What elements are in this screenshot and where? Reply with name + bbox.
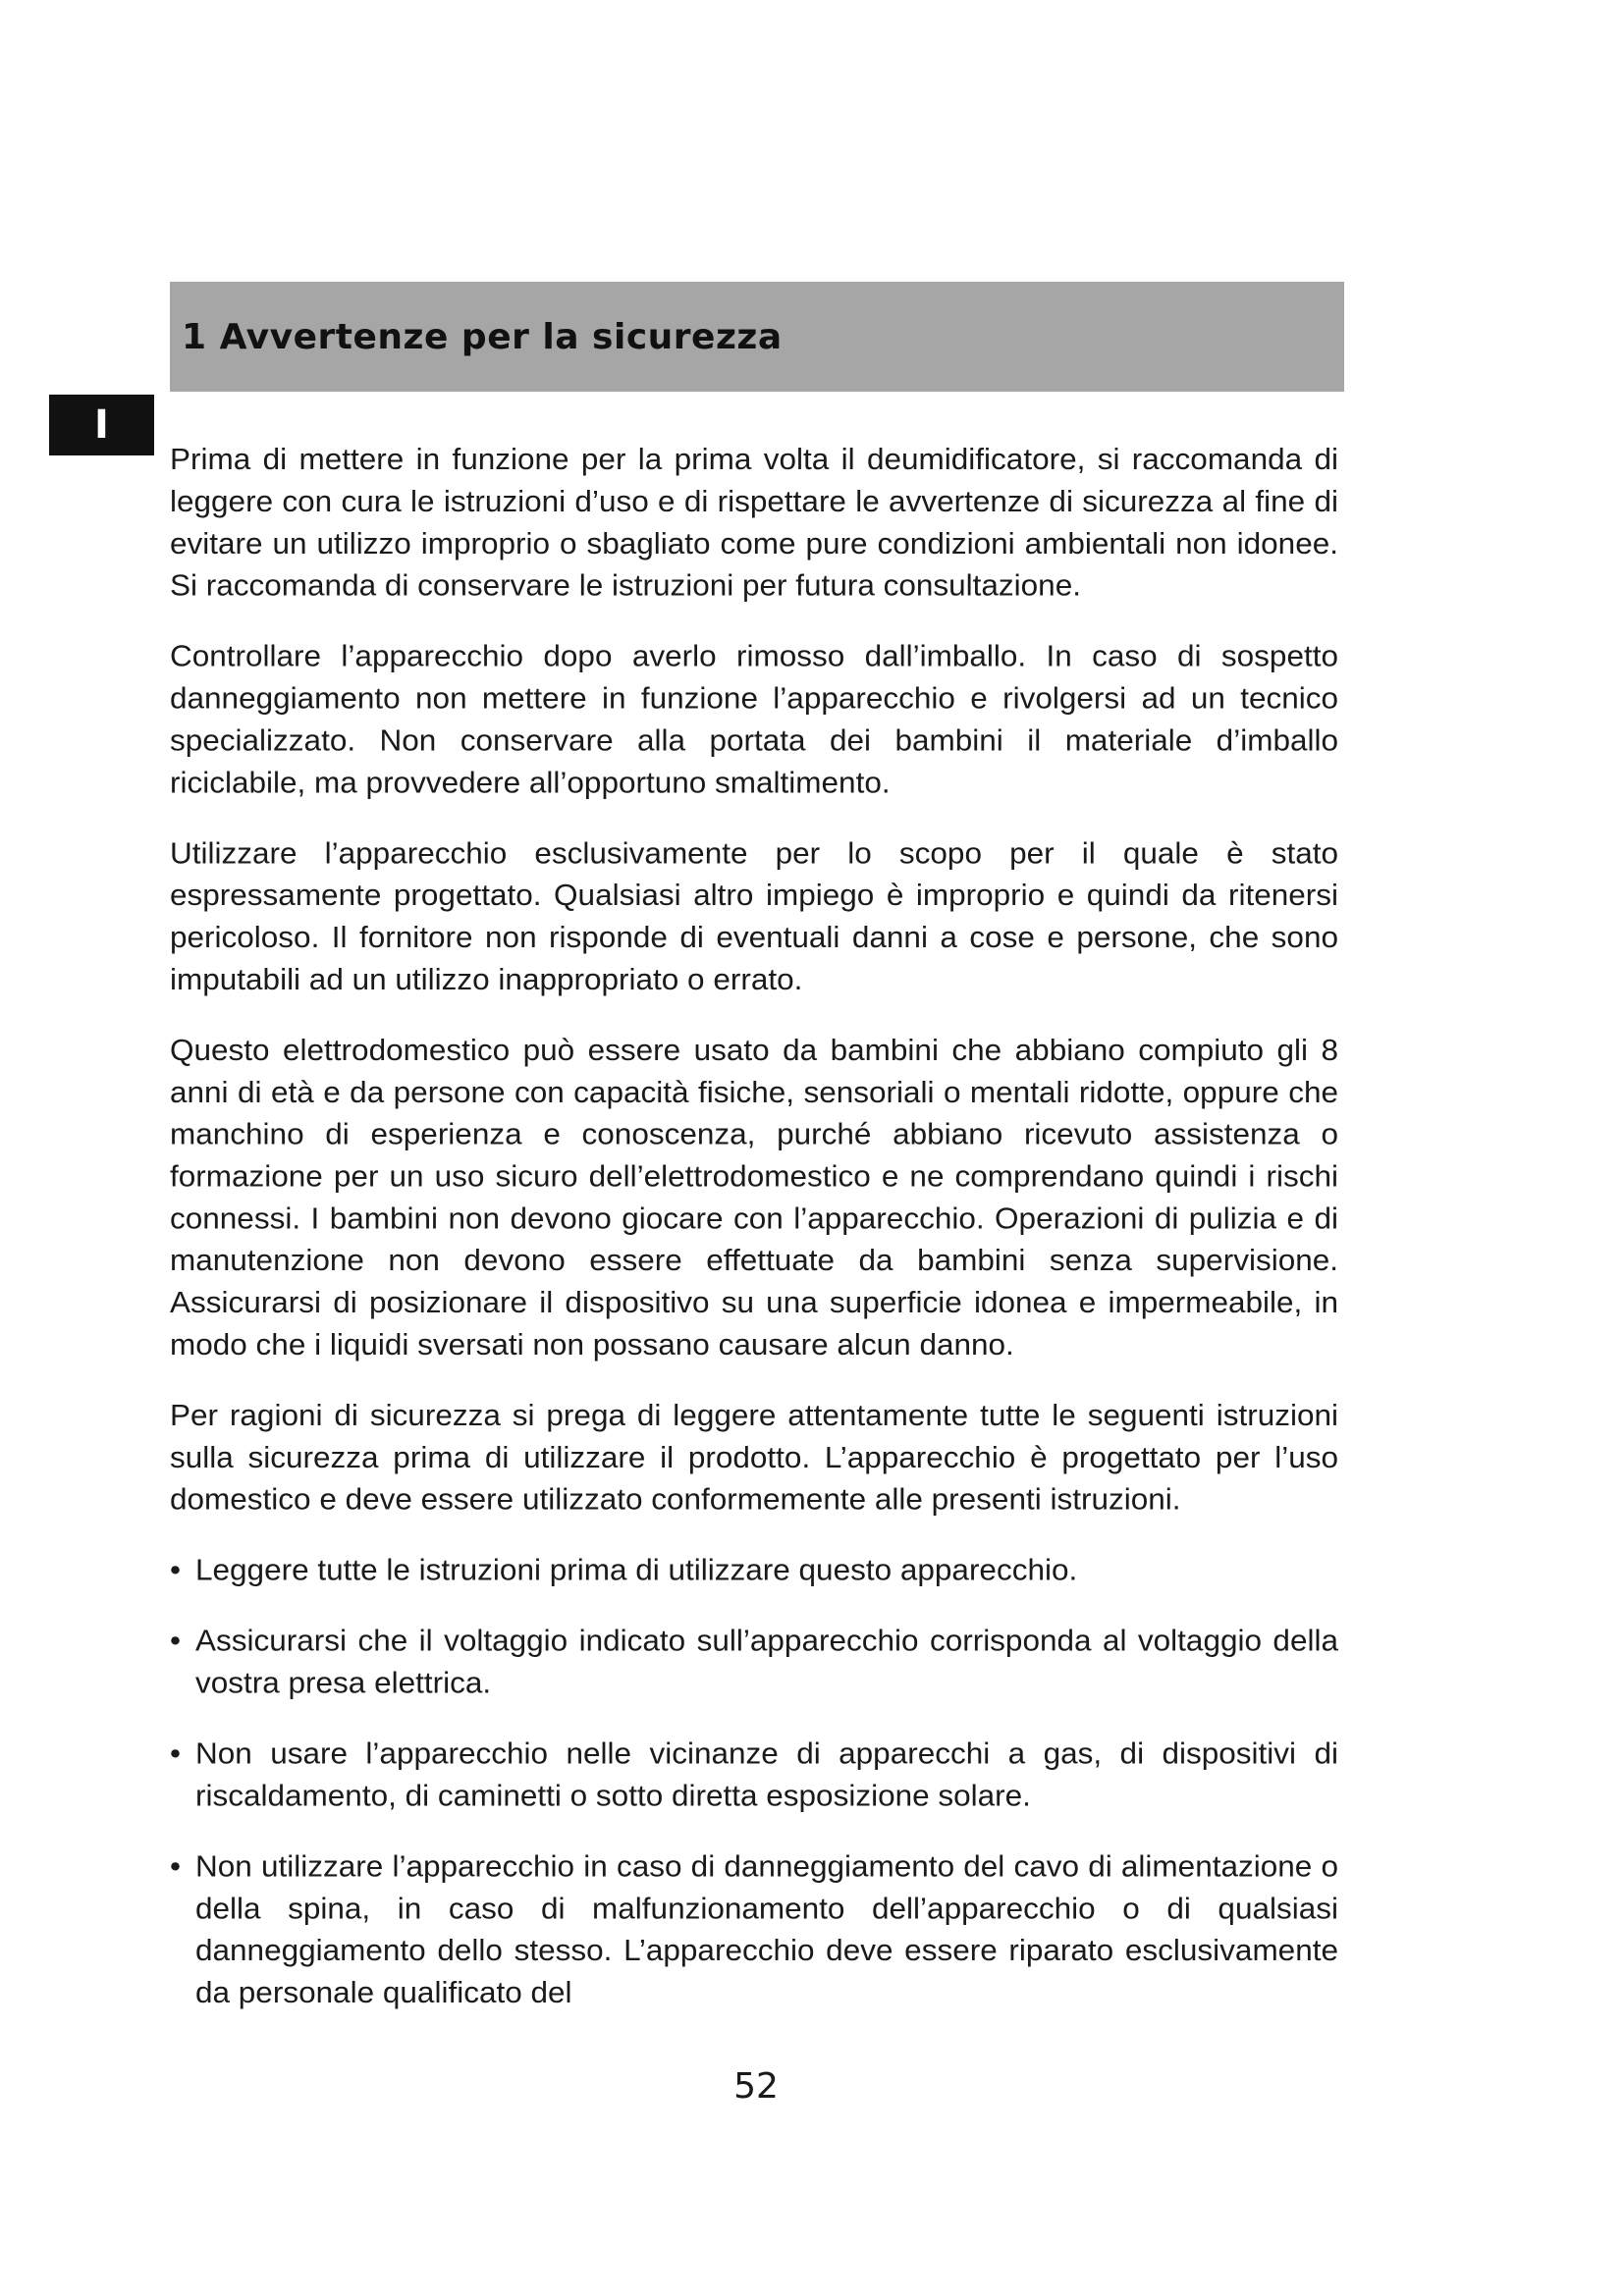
paragraph-intended-use: Utilizzare l’apparecchio esclusivamente per lo scopo per il quale è stato espressamente progettato. Qualsiasi altro impiego è improprio e quindi da ritenersi pericoloso. Il fornitore non risponde di eventuali danni a cose e persone, che sono imputabili ad un utilizzo inappropriato o errato. (170, 835, 1338, 996)
language-tab: I (49, 395, 154, 455)
safety-bullet-list (170, 1549, 1338, 2013)
paragraph-children: Questo elettrodomestico può essere usato da bambini che abbiano compiuto gli 8 anni di età e da persone con capacità fisiche, sensoriali o mentali ridotte, oppure che manchino di esperienza e conoscenza, purché abbiano ricevuto assistenza o formazione per un uso sicuro dell’elettrodomestico e ne comprendano quindi i rischi connessi. I bambini non devono giocare con l’apparecchio. Operazioni di pulizia e di manutenzione non devono essere effettuate da bambini senza supervisione. Assicurarsi di posizionare il dispositivo su una superficie idonea e impermeabile, in modo che i liquidi sversati non possano causare alcun danno. (170, 1032, 1338, 1362)
list-item (170, 1844, 1338, 2012)
section-title: 1 Avvertenze per la sicurezza (182, 316, 783, 357)
list-item (170, 1620, 1338, 1704)
paragraph-safety-reading: Per ragioni di sicurezza si prega di leggere attentamente tutte le seguenti istruzioni sulla sicurezza prima di utilizzare il prodotto. L’apparecchio è progettato per l’uso domestico e deve essere utilizzato conformemente alle presenti istruzioni. (170, 1397, 1338, 1517)
bullet-marker: • (170, 1623, 182, 1658)
bullet-marker: • (170, 1552, 182, 1587)
section-header (170, 282, 1344, 392)
paragraph-unpacking: Controllare l’apparecchio dopo averlo rimosso dall’imballo. In caso di sospetto danneggiamento non mettere in funzione l’apparecchio e rivolgersi ad un tecnico specializzato. Non conservare alla portata dei bambini il materiale d’imballo riciclabile, ma provvedere all’opportuno smaltimento. (170, 638, 1338, 800)
body-text (170, 438, 1338, 2042)
bullet-text: Leggere tutte le istruzioni prima di utilizzare questo apparecchio. (195, 1552, 1078, 1587)
page-number: 52 (733, 2066, 779, 2107)
bullet-text: Non usare l’apparecchio nelle vicinanze di apparecchi a gas, di dispositivi di riscaldamento, di caminetti o sotto diretta esposizione solare. (195, 1735, 1338, 1813)
bullet-marker: • (170, 1848, 182, 1884)
bullet-marker: • (170, 1735, 182, 1771)
bullet-text: Non utilizzare l’apparecchio in caso di danneggiamento del cavo di alimentazione o della spina, in caso di malfunzionamento dell’apparecchio o di qualsiasi danneggiamento dello stesso. L’apparecchio deve essere riparato esclusivamente da personale qualificato del (195, 1848, 1338, 2009)
bullet-text: Assicurarsi che il voltaggio indicato sull’apparecchio corrisponda al voltaggio della vostra presa elettrica. (195, 1623, 1338, 1700)
list-item (170, 1732, 1338, 1816)
list-item (170, 1549, 1338, 1591)
paragraph-intro: Prima di mettere in funzione per la prima volta il deumidificatore, si raccomanda di leggere con cura le istruzioni d’uso e di rispettare le avvertenze di sicurezza al fine di evitare un utilizzo improprio o sbagliato come pure condizioni ambientali non idonee. Si raccomanda di conservare le istruzioni per futura consultazione. (170, 441, 1338, 603)
